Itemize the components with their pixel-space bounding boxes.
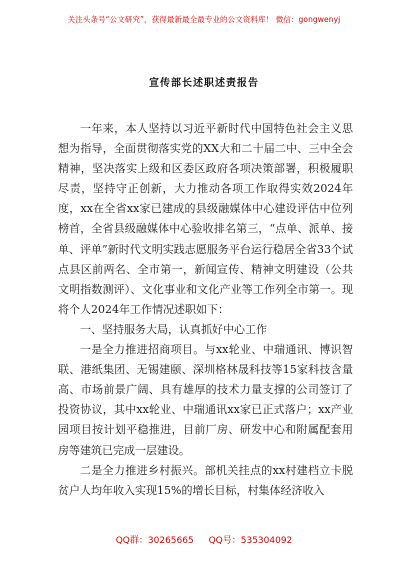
document-title: 宣传部长述职述责报告 bbox=[149, 78, 259, 89]
top-banner: 关注头条号“公文研究”，获得最新最全最专业的公文资料库！ 微信：gongwenyj bbox=[67, 15, 341, 24]
footer-qq-number: QQ号：535304092 bbox=[208, 536, 293, 546]
paragraph-rural: 二是全力推进乡村振兴。部机关挂点的xx村建档立卡脱贫户人均年收入实现15%的增长目标，村集体经济收入 bbox=[58, 463, 353, 497]
footer-qq-group: QQ群：30265665 bbox=[115, 536, 194, 546]
footer-contact bbox=[0, 533, 408, 546]
paragraph-intro: 一年来，本人坚持以习近平新时代中国特色社会主义思想为指导，全面贯彻落实党的XX大和二十届二中、三中全会精神，坚决落实上级和区委区政府各项决策部署，积极履职尽责，坚持守正创新，大力推动各项工作取得实效2024年度，xx在全省xx家已建成的县级融媒体中心建设评估中位列榜首，全省县级融媒体中心验收排名第三，“点单、派单、接单、评单”新时代文明实践志愿服务平台运行稳居全省33个试点县区前两名、全市第一，新闻宣传、精神文明建设（公共文明指数测评）、文化事业和文化产业等工作列全市第一。现将个人2024年工作情况述职如下： bbox=[58, 122, 353, 316]
document-body bbox=[58, 119, 353, 501]
paragraph-investment: 一是全力推进招商项目。与xx轮业、中瑞通讯、博识智联、港纸集团、无锡建颐、深圳格林晟科技等15家科技含量高、市场前景广阔、具有雄厚的技术力量支撑的公司签订了投资协议，其中xx轮业、中瑞通讯xx家已正式落户；xx产业园项目按计划平稳推进，目前厂房、研发中心和附属配套用房等建筑已完成一层建设。 bbox=[58, 343, 353, 457]
section-heading: 一、坚持服务大局，认真抓好中心工作 bbox=[80, 322, 267, 336]
